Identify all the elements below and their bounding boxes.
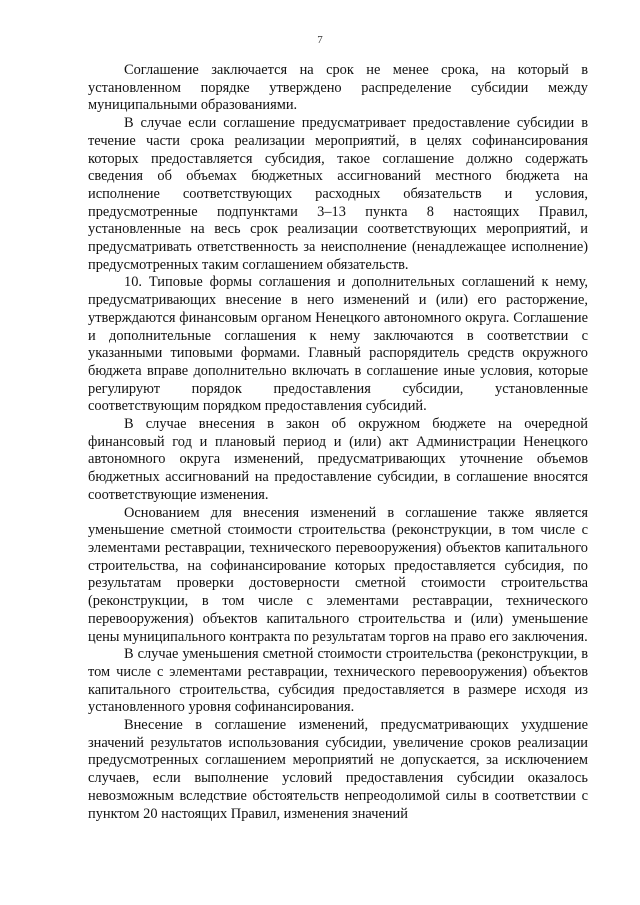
document-body (88, 62, 588, 823)
paragraph: 10. Типовые формы соглашения и дополнительных соглашений к нему, предусматривающих внесение в него изменений и (или) его расторжение, утверждаются финансовым органом Ненецкого автономного округа. Соглашение и дополнительные соглашения к нему заключаются в соответствии с указанными типовыми формами. Главный распорядитель средств окружного бюджета вправе дополнительно включать в соглашение иные условия, которые регулируют порядок предоставления субсидии, установленные соответствующим порядком предоставления субсидий. (88, 274, 588, 415)
paragraph: В случае внесения в закон об окружном бюджете на очередной финансовый год и плановый период и (или) акт Администрации Ненецкого автономного округа изменений, предусматривающих уточнение объемов бюджетных ассигнований на предоставление субсидии, в соглашение вносятся соответствующие изменения. (88, 416, 588, 503)
paragraph: Соглашение заключается на срок не менее срока, на который в установленном порядке утверждено распределение субсидии между муниципальными образованиями. (88, 62, 588, 114)
paragraph: Основанием для внесения изменений в соглашение также является уменьшение сметной стоимости строительства (реконструкции, в том числе с элементами реставрации, технического перевооружения) объектов капитального строительства, на софинансирование которых предоставляется субсидия, по результатам проверки достоверности сметной стоимости строительства (реконструкции, в том числе с элементами реставрации, технического перевооружения) объектов капитального строительства и (или) уменьшение цены муниципального контракта по результатам торгов на право его заключения. (88, 504, 588, 645)
page-number: 7 (317, 34, 323, 46)
paragraph: В случае уменьшения сметной стоимости строительства (реконструкции, в том числе с элементами реставрации, технического перевооружения) объектов капитального строительства, субсидия предоставляется в размере исходя из установленного уровня софинансирования. (88, 646, 588, 716)
paragraph: В случае если соглашение предусматривает предоставление субсидии в течение части срока реализации мероприятий, в целях софинансирования которых предоставляется субсидия, такое соглашение должно содержать сведения об объемах бюджетных ассигнований местного бюджета на исполнение соответствующих расходных обязательств и условия, предусмотренные подпунктами 3–13 пункта 8 настоящих Правил, установленные на весь срок реализации соответствующих мероприятий, и предусматривать ответственность за неисполнение (ненадлежащее исполнение) предусмотренных таким соглашением обязательств. (88, 115, 588, 273)
paragraph: Внесение в соглашение изменений, предусматривающих ухудшение значений результатов использования субсидии, увеличение сроков реализации предусмотренных соглашением мероприятий не допускается, за исключением случаев, если выполнение условий предоставления субсидии оказалось невозможным вследствие обстоятельств непреодолимой силы в соответствии с пунктом 20 настоящих Правил, изменения значений (88, 717, 588, 822)
